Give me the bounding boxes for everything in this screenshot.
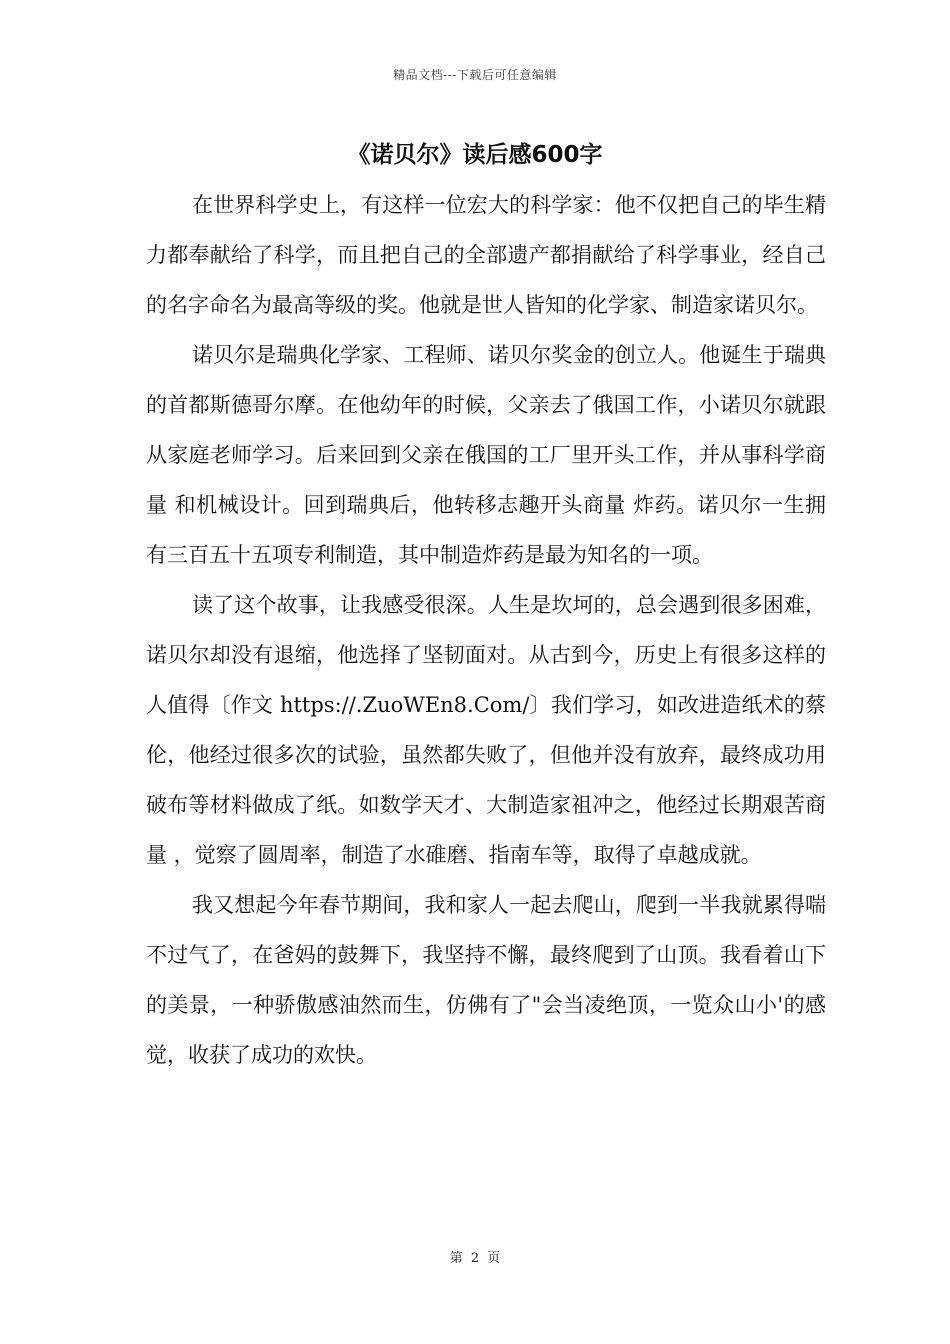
paragraph-4: 我又想起今年春节期间，我和家人一起去爬山，爬到一半我就累得喘不过气了，在爸妈的鼓舞下，我坚持不懈，最终爬到了山顶。我看着山下的美景，一种骄傲感油然而生，仿佛有了"会当凌绝顶，一览众山小'的感觉，收获了成功的欢快。 (146, 893, 826, 1067)
document-title: 《诺贝尔》读后感600字 (347, 142, 603, 168)
paragraph-1: 在世界科学史上，有这样一位宏大的科学家：他不仅把自己的毕生精力都奉献给了科学，而且把自己的全部遗产都捐献给了科学事业，经自己的名字命名为最高等级的奖。他就是世人皆知的化学家、制造家诺贝尔。 (146, 193, 826, 317)
paragraph-3: 读了这个故事，让我感受很深。人生是坎坷的，总会遇到很多困难，诺贝尔却没有退缩，他选择了坚韧面对。从古到今，历史上有很多这样的人值得〔作文 https://.ZuoWEn8.Com/〕我们学习，如改进造纸术的蔡伦，他经过很多次的试验，虽然都失败了，但他并没有放弃，最终成功用破布等材料做成了纸。如数学天才、大制造家祖冲之，他经过长期艰苦商量 ，觉察了圆周率，制造了水碓磨、指南车等，取得了卓越成就。 (146, 593, 826, 867)
page-number: 第 2 页 (449, 1251, 501, 1266)
header-note: 精品文档---下载后可任意编辑 (393, 68, 557, 82)
document-body (146, 180, 826, 1080)
paragraph-2: 诺贝尔是瑞典化学家、工程师、诺贝尔奖金的创立人。他诞生于瑞典的首都斯德哥尔摩。在他幼年的时候，父亲去了俄国工作，小诺贝尔就跟从家庭老师学习。后来回到父亲在俄国的工厂里开头工作，并从事科学商量 和机械设计。回到瑞典后，他转移志趣开头商量 炸药。诺贝尔一生拥有三百五十五项专利制造，其中制造炸药是最为知名的一项。 (146, 343, 826, 567)
